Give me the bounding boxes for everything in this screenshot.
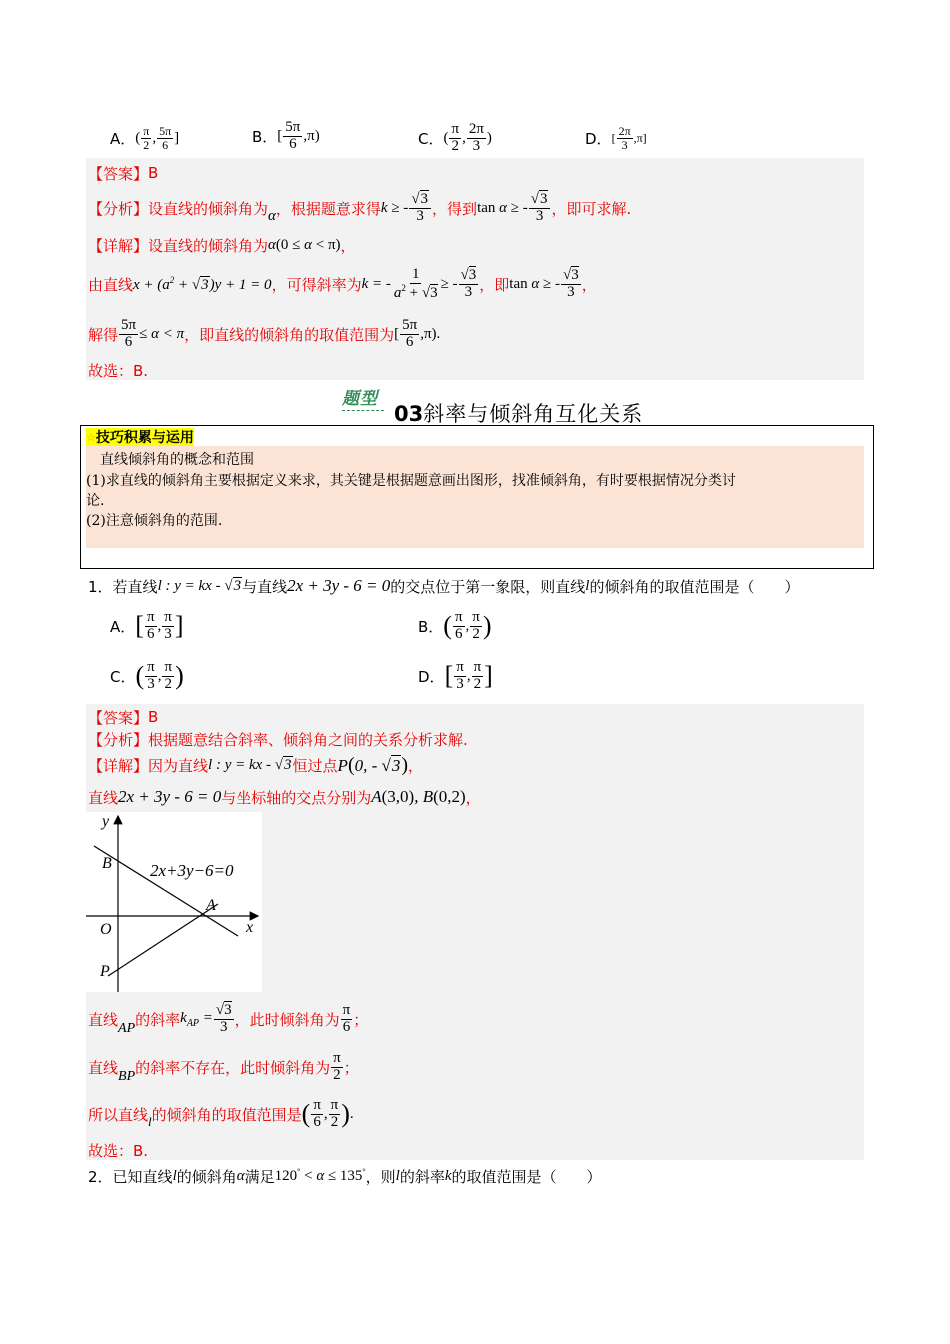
tips-line1: 直线倾斜角的概念和范围 <box>100 452 254 468</box>
sol1-line2: 由直线 $x + (a^2 + √3)y + 1 = 0$ ，可得斜率为 k = - $\frac{1}{a^2 + √3}$ ≥ - $\frac{√3}{3}$ ，即 tan α ≥ - $\frac{√3}{3}$ ， <box>88 265 597 301</box>
q1-stem: 1． 若直线 l : y = kx - √3 与直线 2x + 3y - 6 = 0 的交点位于第一象限，则直线 l 的倾斜角的取值范围是（ ） <box>88 576 800 596</box>
sol2-line2: 直线 2x + 3y - 6 = 0 与坐标轴的交点分别为 A(3,0), B(0,2) ， <box>88 787 481 807</box>
option-d-label: D． <box>585 129 612 148</box>
x-axis-label: x <box>246 919 254 936</box>
section-tag: 题型 <box>342 389 378 409</box>
tips-heading: ☆ 技巧积累与运用 <box>86 430 194 446</box>
sol1-conclusion: 故选：B. <box>88 361 149 380</box>
sol2-range-line: 所以直线 l 的倾斜角的取值范围是 ( $\frac{\pi}{6}$ , $\frac{\pi}{2}$ ) . <box>88 1096 354 1130</box>
sol1-answer: 【答案】 B <box>88 164 159 183</box>
point-b-label: B <box>102 855 112 872</box>
q1-option-d: D． [ $\frac{\pi}{3}$ , $\frac{\pi}{2}$ ] <box>418 658 493 692</box>
sol1-line3: 解得 $\frac{5\pi}{6}$ ≤ α < π ，即直线的倾斜角的取值范围为 [ $\frac{5\pi}{6}$ ,π). <box>88 316 441 350</box>
line-equation-label: 2x+3y−6=0 <box>150 861 234 880</box>
option-b-label: B． <box>252 127 278 146</box>
origin-label: O <box>100 921 112 938</box>
sol2-detail: 【详解】 因为直线 l : y = kx - √3 恒过点 P(0, - √3) ， <box>88 753 424 776</box>
coordinate-figure <box>86 812 262 992</box>
option-d: D． [ $\frac{2\pi}{3}$ ,π] <box>585 123 647 152</box>
y-axis-label: y <box>102 813 110 830</box>
q1-option-a: A． [ $\frac{\pi}{6}$ , $\frac{\pi}{3}$ ] <box>110 608 184 642</box>
tips-line2: (1)求直线的倾斜角主要根据定义来求，其关键是根据题意画出图形，找准倾斜角，有时要根据情况分类讨 <box>86 473 736 489</box>
sol2-bp-line: 直线 BP 的斜率不存在，此时倾斜角为 $\frac{\pi}{2}$ ； <box>88 1049 359 1084</box>
option-b: B． [ $\frac{5\pi}{6}$ ,π) <box>252 118 320 152</box>
sol1-analysis: 【分析】 设直线的倾斜角为 α ，根据题意求得 k ≥ - $\frac{√3}{3}$ ，得到 tan α ≥ - $\frac{√3}{3}$ ，即可求解. <box>88 190 632 224</box>
sol2-answer: 【答案】 B <box>88 708 159 727</box>
point-p-label: P <box>100 963 110 980</box>
sol2-conclusion: 故选：B. <box>88 1141 149 1160</box>
q2-stem: 2． 已知直线 l 的倾斜角 α 满足 120° < α ≤ 135° ，则 l 的斜率 k 的取值范围是（ ） <box>88 1167 602 1186</box>
option-a-label: A． <box>110 129 136 148</box>
option-c: C． ( $\frac{\pi}{2}$ , $\frac{2\pi}{3}$ ) <box>418 120 492 154</box>
line-pa <box>108 904 218 976</box>
tips-line2b: 论. <box>86 493 105 509</box>
tips-line3: (2)注意倾斜角的范围. <box>86 513 223 529</box>
section-title: 03斜率与倾斜角互化关系 <box>394 402 644 426</box>
section-underline <box>342 410 384 411</box>
option-c-label: C． <box>418 129 444 148</box>
sol1-detail: 【详解】 设直线的倾斜角为 α(0 ≤ α < π) ， <box>88 236 356 255</box>
sol2-analysis: 【分析】 根据题意结合斜率、倾斜角之间的关系分析求解. <box>88 730 468 749</box>
q1-option-b: B． ( $\frac{\pi}{6}$ , $\frac{\pi}{2}$ ) <box>418 608 492 642</box>
point-a-label: A <box>206 897 216 914</box>
sol2-ap-line: 直线 AP 的斜率 $k_{AP}$ = $\frac{√3}{3}$ ，此时倾斜角为 $\frac{\pi}{6}$ ； <box>88 1001 369 1036</box>
line-ab <box>94 846 238 936</box>
option-a: A． ( $\frac{\pi}{2}$ , $\frac{5\pi}{6}$ ] <box>110 123 180 152</box>
q1-option-c: C． ( $\frac{\pi}{3}$ , $\frac{\pi}{2}$ ) <box>110 658 184 692</box>
